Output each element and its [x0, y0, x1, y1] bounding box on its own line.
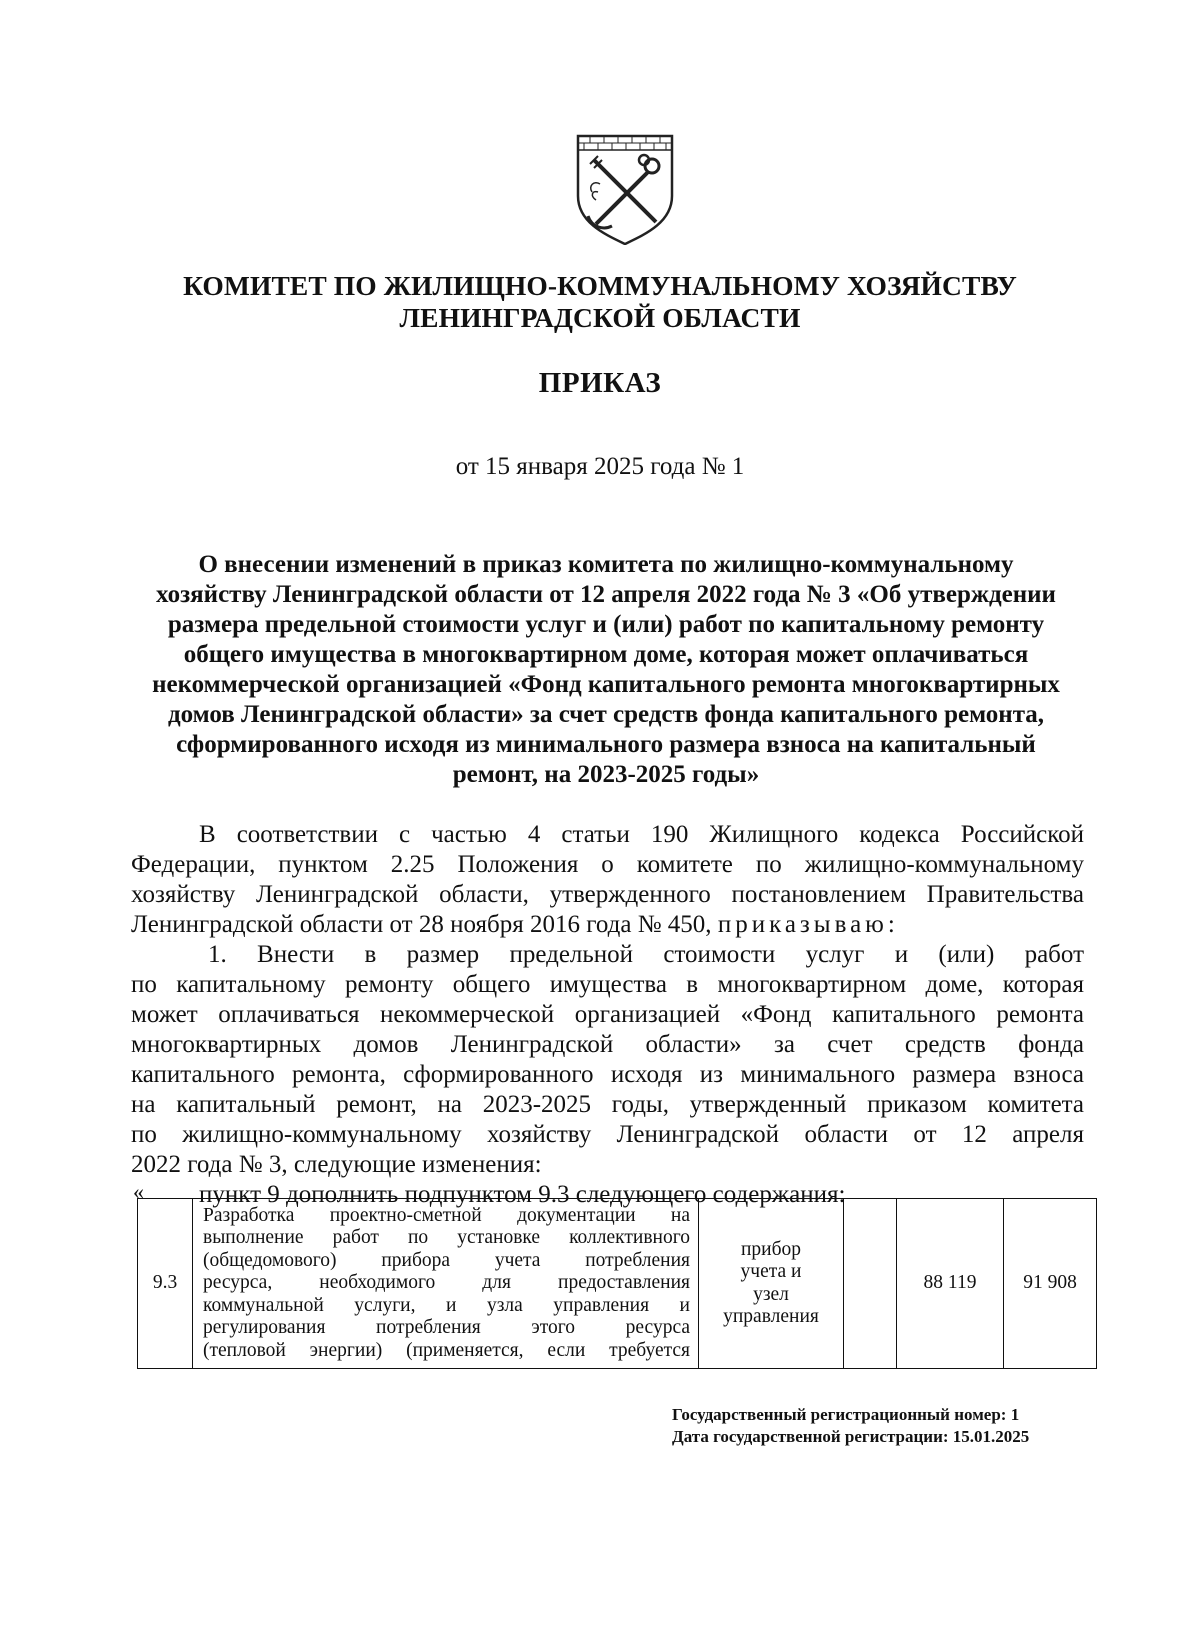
- preamble-last-text: Ленинградской области от 28 ноября 2016 года № 450,: [131, 911, 718, 938]
- unit-cell: [699, 1199, 844, 1369]
- cost-value-cell: 88 119: [897, 1199, 1004, 1369]
- item-1-line: на капитальный ремонт, на 2023-2025 годы, утвержденный приказом комитета: [131, 1091, 1084, 1118]
- description-line: ресурса, необходимого для предоставления: [203, 1272, 690, 1294]
- document-type-heading: ПРИКАЗ: [538, 367, 662, 399]
- empty-cell: [844, 1199, 897, 1369]
- cost-value-cell: 91 908: [1004, 1199, 1097, 1369]
- title-line: хозяйству Ленинградской области от 12 апреля 2022 года № 3 «Об утверждении: [156, 581, 1056, 608]
- unit-line: прибор: [740, 1238, 802, 1260]
- description-line: выполнение работ по установке коллективного: [203, 1227, 690, 1249]
- item-1-line: по жилищно-коммунальному хозяйству Ленинградской области от 12 апреля: [131, 1121, 1084, 1148]
- work-description-cell: [193, 1199, 699, 1369]
- title-line: общего имущества в многоквартирном доме, которая может оплачиваться: [183, 641, 1029, 668]
- table-row: [138, 1199, 1097, 1369]
- unit-line: узел: [753, 1283, 789, 1305]
- title-line: О внесении изменений в приказ комитета по жилищно-коммунальному: [198, 551, 1014, 578]
- unit-line: управления: [723, 1306, 819, 1327]
- opening-quote: «: [133, 1179, 144, 1204]
- item-1-line: по капитальному ремонту общего имущества в многоквартирном доме, которая: [131, 971, 1084, 998]
- description-line: регулирования потребления этого ресурса: [203, 1317, 690, 1339]
- title-line: ремонт, на 2023-2025 годы»: [452, 761, 760, 788]
- title-line: размера предельной стоимости услуг и (или) работ по капитальному ремонту: [167, 611, 1045, 638]
- preamble-line: В соответствии с частью 4 статьи 190 Жилищного кодекса Российской: [199, 821, 1084, 848]
- title-line: домов Ленинградской области» за счет средств фонда капитального ремонта,: [167, 701, 1045, 728]
- row-number-cell: 9.3: [138, 1199, 193, 1369]
- title-line: сформированного исходя из минимального размера взноса на капитальный: [176, 731, 1036, 758]
- title-line: некоммерческой организацией «Фонд капитального ремонта многоквартирных: [152, 671, 1060, 698]
- item-1-line: 2022 года № 3, следующие изменения:: [131, 1151, 542, 1178]
- registration-stamp: [672, 1404, 1029, 1448]
- order-title: [130, 550, 1082, 790]
- registration-date: Дата государственной регистрации: 15.01.2025: [672, 1427, 1030, 1446]
- item-1-line: капитального ремонта, сформированного исходя из минимального размера взноса: [131, 1061, 1084, 1088]
- preamble-line: хозяйству Ленинградской области, утвержденного постановлением Правительства: [131, 881, 1084, 908]
- coat-of-arms-emblem: [574, 130, 676, 245]
- description-line: Разработка проектно-сметной документации на: [203, 1204, 690, 1226]
- preamble-line: Федерации, пунктом 2.25 Положения о комитете по жилищно-коммунальному: [131, 851, 1084, 878]
- amendment-table: [137, 1198, 1097, 1369]
- organization-line: КОМИТЕТ ПО ЖИЛИЩНО-КОММУНАЛЬНОМУ ХОЗЯЙСТВУ: [183, 270, 1017, 301]
- order-date-number: от 15 января 2025 года № 1: [455, 453, 745, 480]
- registration-number: Государственный регистрационный номер: 1: [672, 1405, 1020, 1424]
- description-line: (тепловой энергии) (применяется, если требуется: [203, 1339, 690, 1361]
- item-1-line: может оплачиваться некоммерческой организацией «Фонд капитального ремонта: [131, 1001, 1084, 1028]
- point-9-line: пункт 9 дополнить подпунктом 9.3 следующего содержания:: [199, 1181, 846, 1208]
- description-line: коммунальной услуги, и узла управления и: [203, 1294, 690, 1316]
- organization-name: [0, 270, 1200, 334]
- organization-line: ЛЕНИНГРАДСКОЙ ОБЛАСТИ: [399, 302, 801, 333]
- item-1-line: 1. Внести в размер предельной стоимости услуг и (или) работ: [208, 941, 1084, 968]
- order-verb: приказываю:: [717, 911, 899, 938]
- item-1-line: многоквартирных домов Ленинградской области» за счет средств фонда: [131, 1031, 1084, 1058]
- order-body: [131, 820, 1084, 1210]
- preamble-line: [131, 910, 1084, 940]
- description-line: (общедомового) прибора учета потребления: [203, 1249, 690, 1271]
- unit-line: учета и: [740, 1261, 802, 1282]
